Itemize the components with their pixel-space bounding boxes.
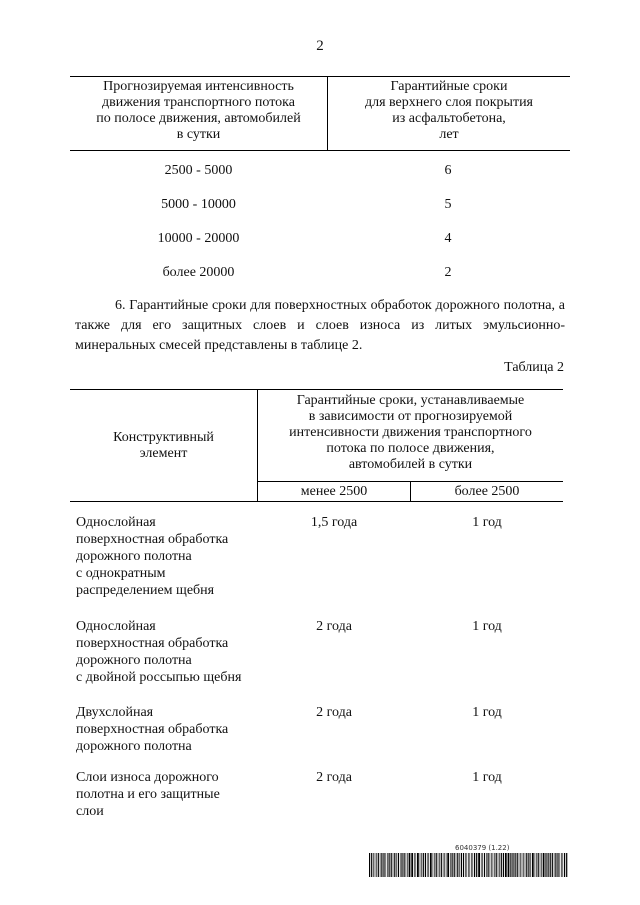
table1-header — [70, 76, 570, 151]
subheader-more: более 2500 — [454, 484, 520, 499]
subheader-less: менее 2500 — [258, 482, 411, 502]
table-row — [70, 163, 570, 179]
years-cell: 6 — [444, 163, 452, 178]
table2-label: Таблица 2 — [504, 360, 564, 375]
years-cell: 5 — [444, 197, 452, 212]
more-cell: 1 год — [472, 705, 502, 720]
paragraph-6: 6. Гарантийные сроки для поверхностных обработок дорожного полотна, а также для его защитных слоев и слоев износа из литых эмульсионно-минеральных смесей представлены в таблице 2. — [75, 298, 565, 353]
table-row — [70, 197, 570, 213]
element-cell: Слои износа дорожного полотна и его защитные слои — [76, 770, 220, 819]
guarantee-table-2 — [70, 389, 563, 819]
table2-header — [70, 389, 563, 502]
table1-header-terms: Гарантийные сроки для верхнего слоя покрытия из асфальтобетона, лет — [364, 79, 533, 142]
table-row — [70, 231, 570, 247]
table-row — [70, 265, 570, 281]
table1-header-intensity: Прогнозируемая интенсивность движения транспортного потока по полосе движения, автомобилей в сутки — [70, 77, 328, 150]
less-cell: 2 года — [316, 619, 352, 634]
barcode-icon — [369, 853, 569, 877]
less-cell: 2 года — [316, 705, 352, 720]
intensity-cell: 5000 - 10000 — [161, 197, 236, 212]
intensity-cell: 10000 - 20000 — [157, 231, 240, 246]
more-cell: 1 год — [472, 770, 502, 785]
table2-header-terms: Гарантийные сроки, устанавливаемые в зависимости от прогнозируемой интенсивности движения транспортного потока по полосе движения, автомобилей в сутки — [289, 393, 532, 472]
intensity-cell: 2500 - 5000 — [164, 163, 233, 178]
years-cell: 4 — [444, 231, 452, 246]
barcode-code: 6040379 (1.22) — [455, 844, 510, 852]
more-cell: 1 год — [472, 619, 502, 634]
element-cell: Однослойная поверхностная обработка дорожного полотна с однократным распределением щебня — [76, 515, 229, 598]
less-cell: 2 года — [316, 770, 352, 785]
element-cell: Двухслойная поверхностная обработка дорожного полотна — [76, 705, 229, 754]
table2-header-element: Конструктивный элемент — [70, 390, 258, 501]
less-cell: 1,5 года — [310, 515, 358, 530]
years-cell: 2 — [444, 265, 452, 280]
guarantee-table-1 — [70, 76, 570, 280]
more-cell: 1 год — [472, 515, 502, 530]
element-cell: Однослойная поверхностная обработка дорожного полотна с двойной россыпью щебня — [76, 619, 242, 685]
table2-subheader — [258, 481, 563, 502]
page-number: 2 — [316, 38, 324, 54]
intensity-cell: более 20000 — [162, 265, 235, 280]
